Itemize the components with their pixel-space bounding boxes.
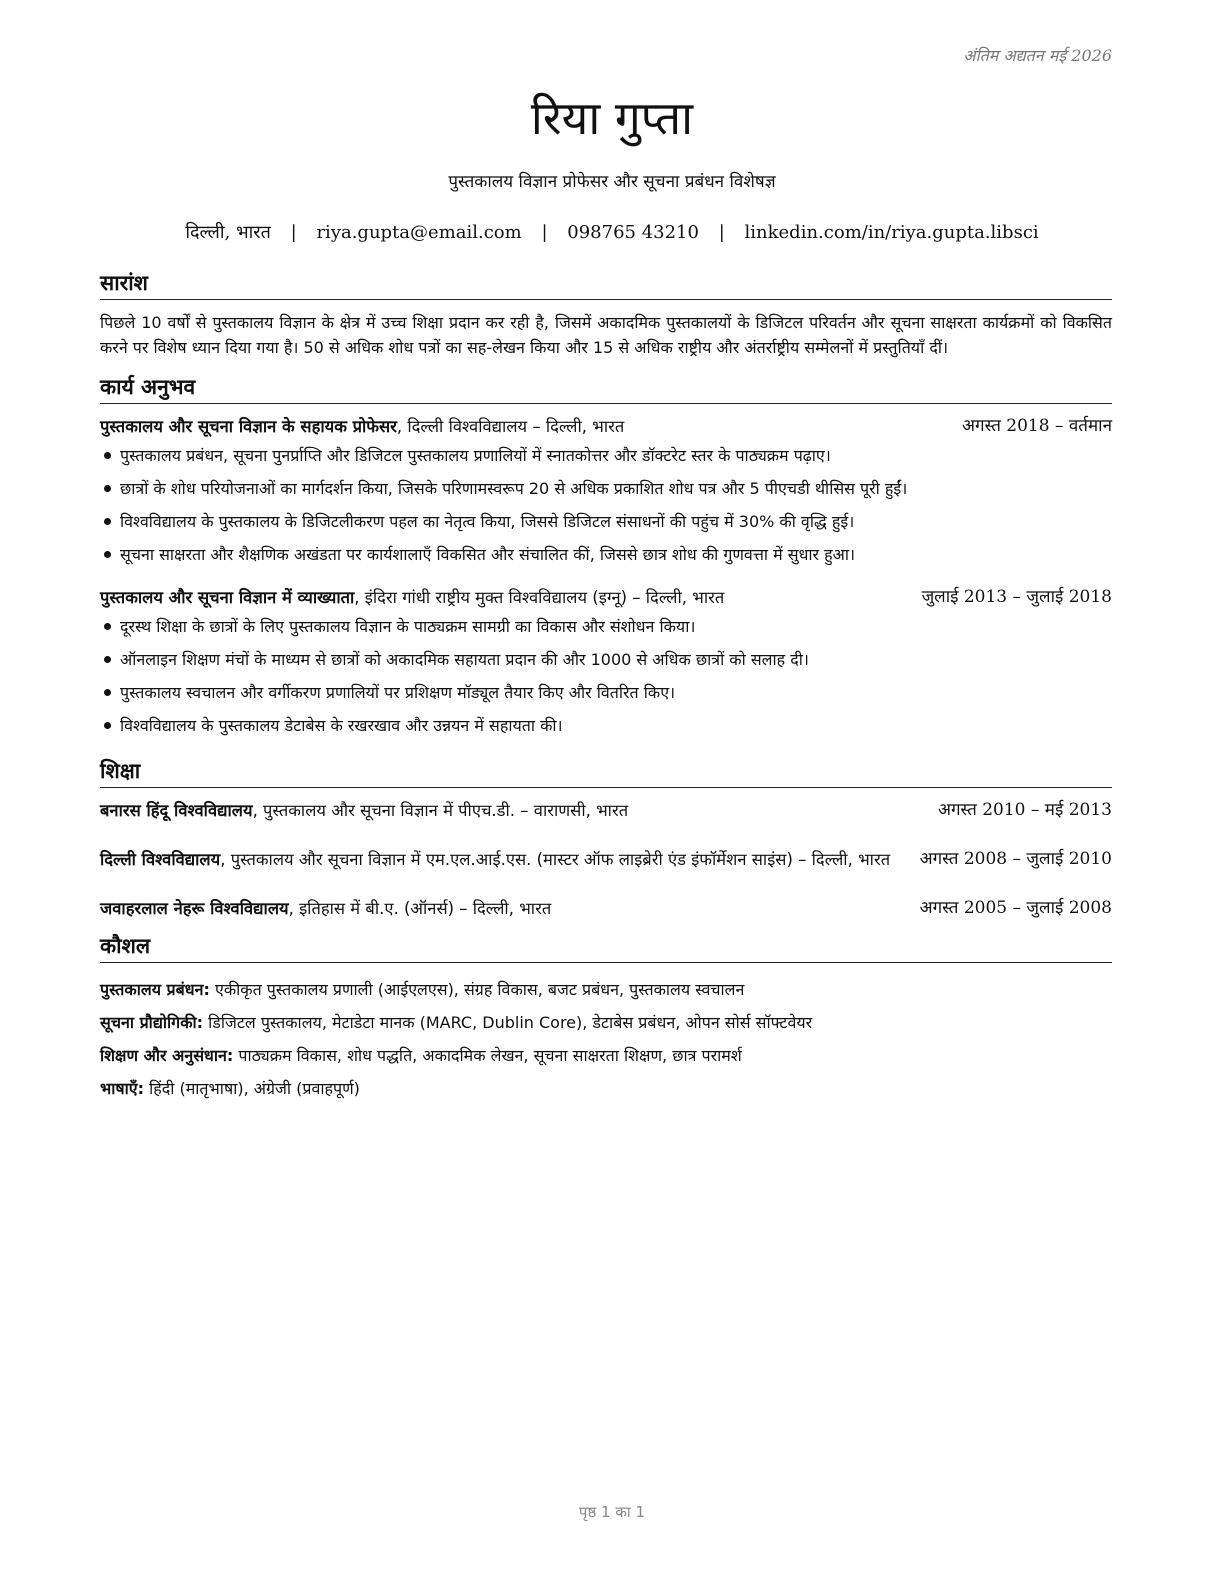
skill-value: एकीकृत पुस्तकालय प्रणाली (आईएलएस), संग्रह विकास, बजट प्रबंधन, पुस्तकालय स्वचालन — [209, 980, 745, 999]
bullet-icon — [104, 623, 111, 630]
experience-heading: कार्य अनुभव — [100, 372, 1112, 404]
bullet-text: छात्रों के शोध परियोजनाओं का मार्गदर्शन किया, जिसके परिणामस्वरूप 20 से अधिक प्रकाशित शोध पत्र और 5 पीएचडी थीसिस पूरी हुईं। — [120, 479, 908, 498]
education-detail: , पुस्तकालय और सूचना विज्ञान में एम.एल.आई.एस. (मास्टर ऑफ लाइब्रेरी एंड इंफॉर्मेशन साइंस) – दिल्ली, भारत — [220, 850, 891, 869]
list-item — [100, 472, 1112, 505]
list-item — [100, 505, 1112, 538]
contact-separator: | — [290, 222, 297, 243]
bullet-text: विश्वविद्यालय के पुस्तकालय के डिजिटलीकरण पहल का नेतृत्व किया, जिससे डिजिटल संसाधनों की पहुंच में 30% की वृद्धि हुई। — [120, 512, 855, 531]
candidate-name: रिया गुप्ता — [530, 91, 694, 145]
skill-label: भाषाएँ: — [100, 1079, 145, 1098]
job-role: पुस्तकालय और सूचना विज्ञान के सहायक प्रोफेसर — [100, 417, 397, 436]
bullet-icon — [104, 656, 111, 663]
education-entry — [100, 847, 1112, 872]
resume-content — [100, 268, 1112, 1105]
education-detail: , पुस्तकालय और सूचना विज्ञान में पीएच.डी. – वाराणसी, भारत — [252, 801, 629, 820]
contact-location: दिल्ली, भारत — [185, 222, 271, 243]
skill-label: सूचना प्रौद्योगिकी: — [100, 1013, 204, 1032]
education-line — [100, 896, 920, 921]
bullet-icon — [104, 722, 111, 729]
skill-row — [100, 1039, 1112, 1072]
list-item — [100, 538, 1112, 571]
skill-label: शिक्षण और अनुसंधान: — [100, 1046, 234, 1065]
job-header — [100, 585, 1112, 610]
bullet-icon — [104, 518, 111, 525]
bullet-text: ऑनलाइन शिक्षण मंचों के माध्यम से छात्रों को अकादमिक सहायता प्रदान की और 1000 से अधिक छात्रों को सलाह दी। — [120, 650, 809, 669]
list-item — [100, 676, 1112, 709]
contact-separator: | — [718, 222, 725, 243]
last-updated: अंतिम अद्यतन मई 2026 — [963, 46, 1112, 65]
contact-line — [0, 220, 1224, 244]
skill-value: हिंदी (मातृभाषा), अंग्रेजी (प्रवाहपूर्ण) — [144, 1079, 360, 1098]
job-dates: अगस्त 2018 – वर्तमान — [962, 416, 1112, 436]
skill-row — [100, 1072, 1112, 1105]
page-number: पृष्ठ 1 का 1 — [578, 1503, 646, 1521]
skill-row — [100, 973, 1112, 1006]
education-line — [100, 798, 938, 823]
list-item — [100, 709, 1112, 742]
summary-text: पिछले 10 वर्षों से पुस्तकालय विज्ञान के क्षेत्र में उच्च शिक्षा प्रदान कर रही है, जिसमें अकादमिक पुस्तकालयों के डिजिटल परिवर्तन और सूचना साक्षरता कार्यक्रमों को विकसित करने पर विशेष ध्यान दिया गया है। 50 से अधिक शोध पत्रों का सह-लेखन किया और 15 से अधिक राष्ट्रीय और अंतर्राष्ट्रीय सम्मेलनों में प्रस्तुतियाँ दीं। — [100, 313, 1112, 357]
job-entry — [100, 585, 1112, 742]
job-title-line — [100, 585, 922, 610]
tagline: पुस्तकालय विज्ञान प्रोफेसर और सूचना प्रबंधन विशेषज्ञ — [448, 172, 776, 192]
job-header — [100, 414, 1112, 439]
education-school: दिल्ली विश्वविद्यालय — [100, 850, 221, 869]
contact-phone: 098765 43210 — [567, 222, 699, 243]
contact-linkedin[interactable]: linkedin.com/in/riya.gupta.libsci — [744, 222, 1039, 243]
bullet-text: पुस्तकालय स्वचालन और वर्गीकरण प्रणालियों पर प्रशिक्षण मॉड्यूल तैयार किए और वितरित किए। — [120, 683, 676, 702]
contact-separator: | — [541, 222, 548, 243]
bullet-text: दूरस्थ शिक्षा के छात्रों के लिए पुस्तकालय विज्ञान के पाठ्यक्रम सामग्री का विकास और संशोधन किया। — [120, 617, 696, 636]
education-school: बनारस हिंदू विश्वविद्यालय — [100, 801, 253, 820]
education-school: जवाहरलाल नेहरू विश्वविद्यालय — [100, 899, 289, 918]
contact-email[interactable]: riya.gupta@email.com — [316, 222, 522, 243]
skill-value: पाठ्यक्रम विकास, शोध पद्धति, अकादमिक लेखन, सूचना साक्षरता शिक्षण, छात्र परामर्श — [233, 1046, 742, 1065]
summary-heading: सारांश — [100, 268, 1112, 300]
job-title-line — [100, 414, 962, 439]
skill-label: पुस्तकालय प्रबंधन: — [100, 980, 210, 999]
job-org: , इंदिरा गांधी राष्ट्रीय मुक्त विश्वविद्यालय (इग्नू) – दिल्ली, भारत — [354, 588, 725, 607]
education-heading: शिक्षा — [100, 756, 1112, 788]
list-item — [100, 439, 1112, 472]
job-entry — [100, 414, 1112, 571]
job-bullets — [100, 439, 1112, 571]
skill-row — [100, 1006, 1112, 1039]
bullet-text: सूचना साक्षरता और शैक्षणिक अखंडता पर कार्यशालाएँ विकसित और संचालित कीं, जिससे छात्र शोध की गुणवत्ता में सुधार हुआ। — [120, 545, 856, 564]
bullet-icon — [104, 551, 111, 558]
bullet-icon — [104, 452, 111, 459]
bullet-text: पुस्तकालय प्रबंधन, सूचना पुनर्प्राप्ति और डिजिटल पुस्तकालय प्रणालियों में स्नातकोत्तर और डॉक्टरेट स्तर के पाठ्यक्रम पढ़ाए। — [120, 446, 831, 465]
education-entry — [100, 896, 1112, 921]
bullet-icon — [104, 485, 111, 492]
education-entry — [100, 798, 1112, 823]
job-role: पुस्तकालय और सूचना विज्ञान में व्याख्याता — [100, 588, 355, 607]
job-bullets — [100, 610, 1112, 742]
education-detail: , इतिहास में बी.ए. (ऑनर्स) – दिल्ली, भारत — [288, 899, 552, 918]
education-line — [100, 847, 920, 872]
bullet-icon — [104, 689, 111, 696]
list-item — [100, 610, 1112, 643]
list-item — [100, 643, 1112, 676]
education-dates: अगस्त 2010 – मई 2013 — [937, 800, 1112, 820]
education-dates: अगस्त 2005 – जुलाई 2008 — [919, 898, 1112, 918]
skill-value: डिजिटल पुस्तकालय, मेटाडेटा मानक (MARC, Dublin Core), डेटाबेस प्रबंधन, ओपन सोर्स सॉफ्टवेयर — [203, 1013, 813, 1032]
job-org: , दिल्ली विश्वविद्यालय – दिल्ली, भारत — [396, 417, 625, 436]
skills-heading: कौशल — [100, 931, 1112, 963]
job-dates: जुलाई 2013 – जुलाई 2018 — [921, 587, 1112, 607]
bullet-text: विश्वविद्यालय के पुस्तकालय डेटाबेस के रखरखाव और उन्नयन में सहायता की। — [120, 716, 563, 735]
education-dates: अगस्त 2008 – जुलाई 2010 — [919, 849, 1112, 869]
